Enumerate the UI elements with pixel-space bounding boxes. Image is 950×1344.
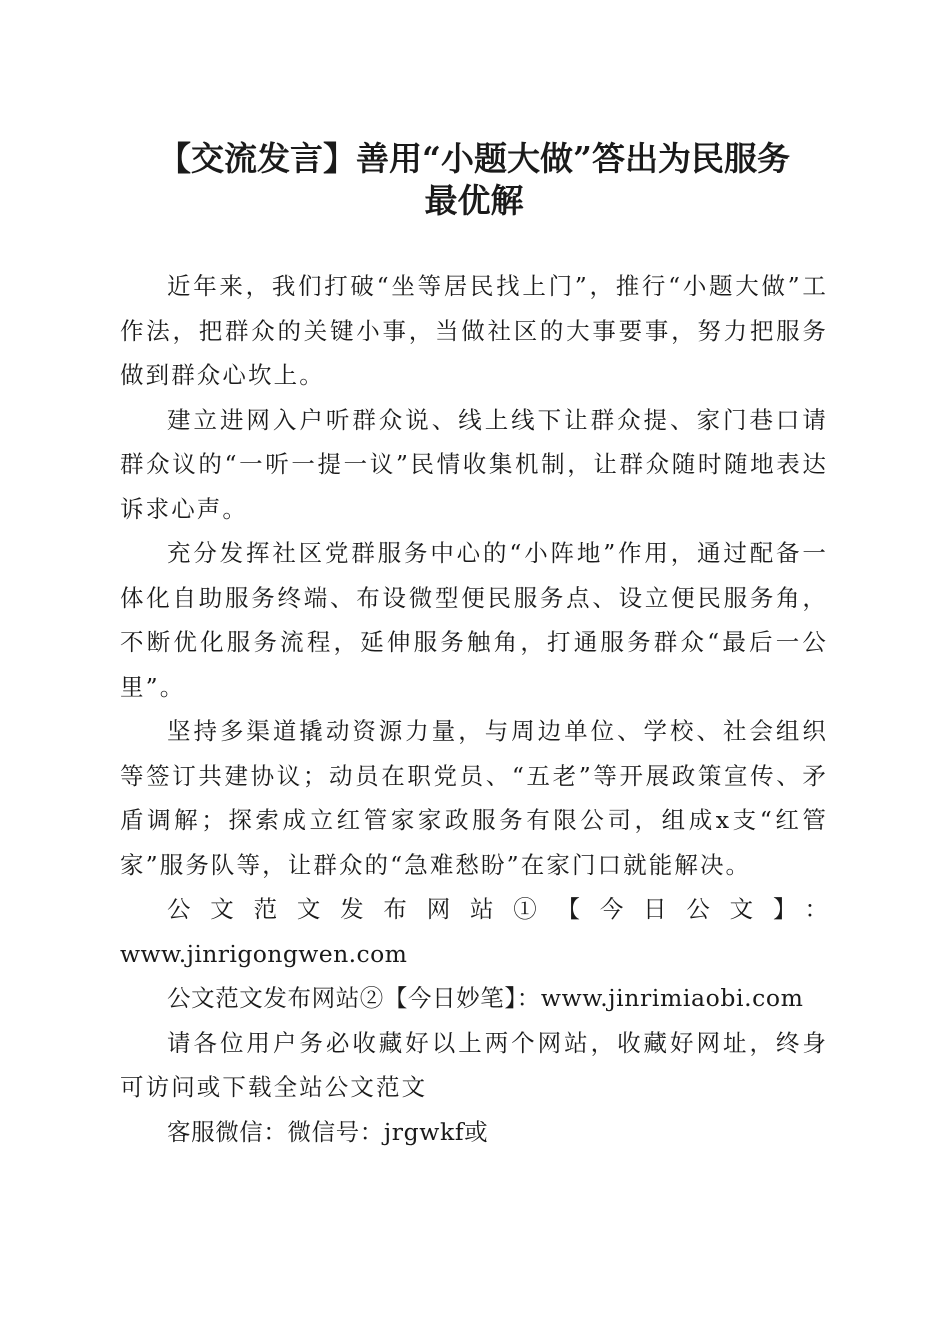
document-title bbox=[120, 138, 828, 222]
title-line-2: 最优解 bbox=[424, 181, 524, 220]
paragraph-collection-mechanism: 建立进网入户听群众说、线上线下让群众提、家门巷口请群众议的“一听一提一议”民情收集机制，让群众随时随地表达诉求心声。 bbox=[120, 405, 828, 523]
paragraph-intro: 近年来，我们打破“坐等居民找上门”，推行“小题大做”工作法，把群众的关键小事，当做社区的大事要事，努力把服务做到群众心坎上。 bbox=[120, 272, 828, 389]
title-line-1: 【交流发言】善用“小题大做”答出为民服务 bbox=[158, 139, 790, 178]
paragraph-service-center: 充分发挥社区党群服务中心的“小阵地”作用，通过配备一体化自助服务终端、布设微型便民服务点、设立便民服务角，不断优化服务流程，延伸服务触角，打通服务群众“最后一公里”。 bbox=[120, 539, 828, 701]
site1-url: www.jinrigongwen.com bbox=[120, 939, 408, 968]
bookmark-note: 请各位用户务必收藏好以上两个网站，收藏好网址，终身可访问或下载全站公文范文 bbox=[120, 1028, 828, 1101]
wechat-line: 客服微信：微信号：jrgwkf或 bbox=[167, 1117, 489, 1146]
document-body bbox=[120, 264, 828, 1154]
site1-label: 公文范文发布网站①【今日公文】： bbox=[167, 895, 828, 923]
site2-line: 公文范文发布网站②【今日妙笔】：www.jinrimiaobi.com bbox=[167, 984, 804, 1012]
paragraph-resources: 坚持多渠道撬动资源力量，与周边单位、学校、社会组织等签订共建协议；动员在职党员、“五老”等开展政策宣传、矛盾调解；探索成立红管家家政服务有限公司，组成x支“红管家”服务队等，让群众的“急难愁盼”在家门口就能解决。 bbox=[120, 717, 828, 879]
